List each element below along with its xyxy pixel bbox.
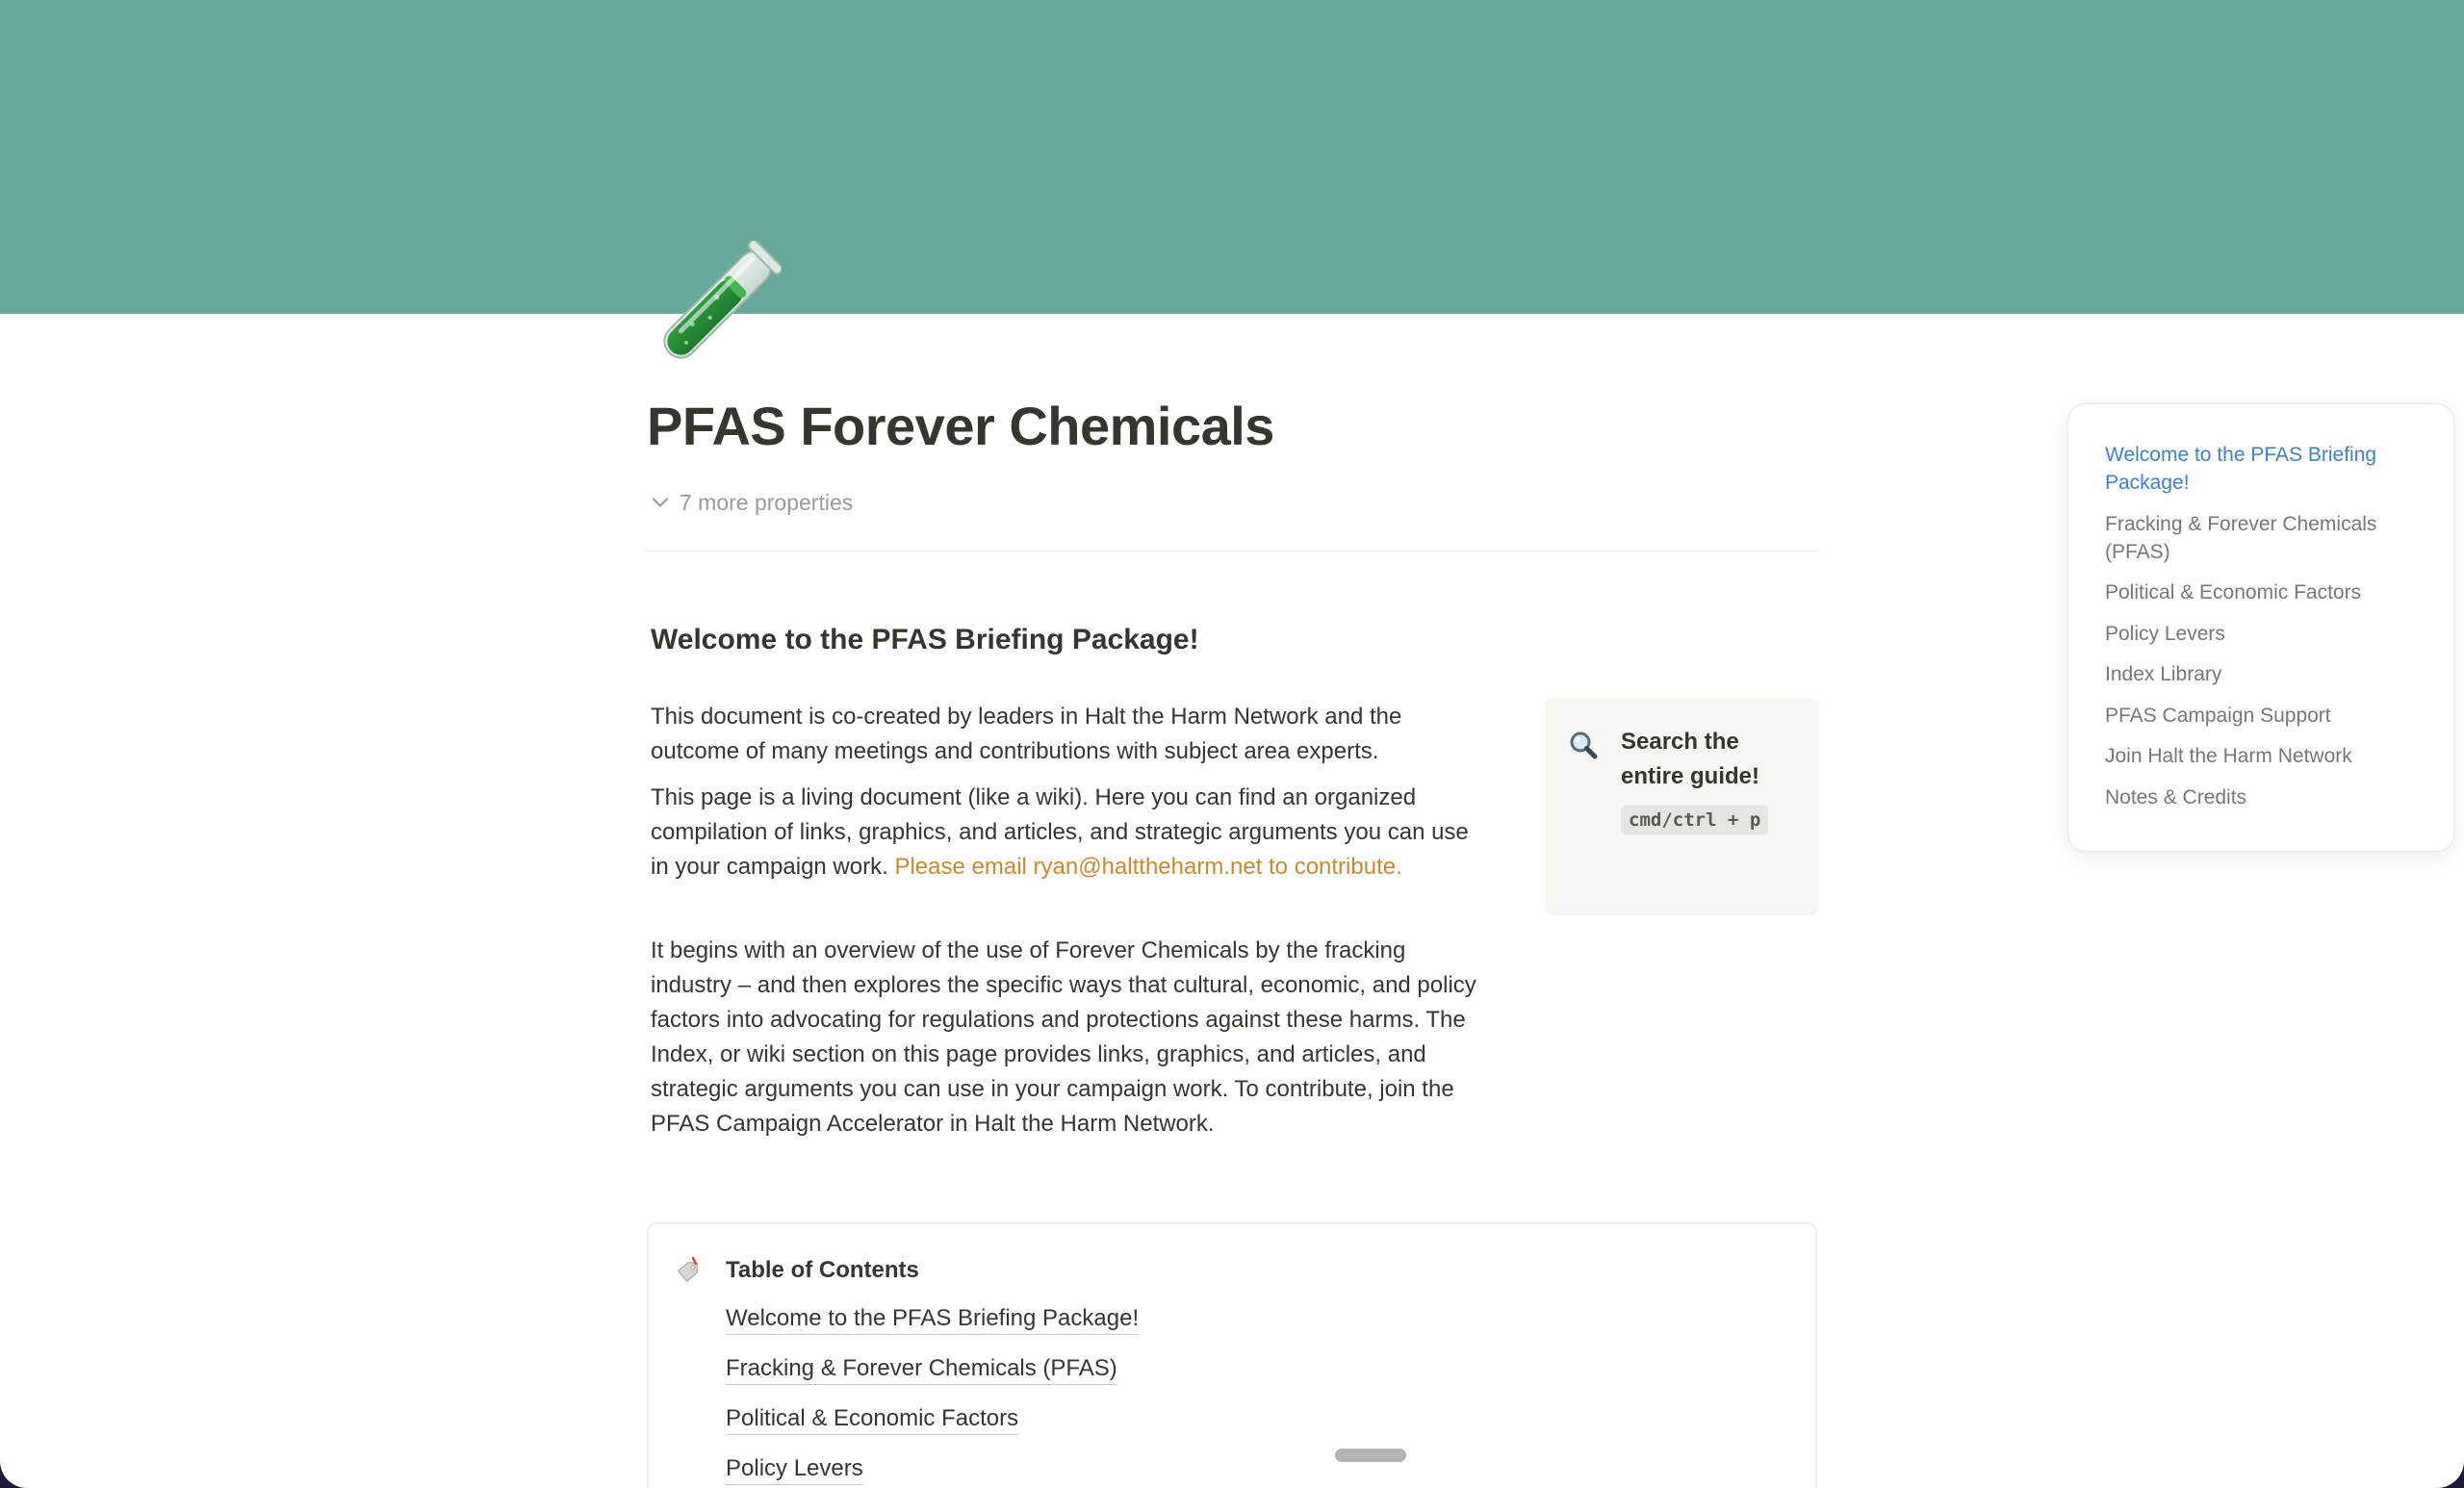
outline-item-policy-levers[interactable]: Policy Levers (2105, 622, 2225, 645)
toc-link-fracking[interactable]: Fracking & Forever Chemicals (PFAS) (726, 1353, 1117, 1385)
toc-link-welcome[interactable]: Welcome to the PFAS Briefing Package! (726, 1303, 1139, 1335)
search-callout (1545, 698, 1818, 915)
scroll-handle[interactable] (1335, 1449, 1406, 1462)
toc-link-political[interactable]: Political & Economic Factors (726, 1403, 1018, 1435)
magnifier-icon (1568, 730, 1599, 760)
outline-item-fracking[interactable]: Fracking & Forever Chemicals (PFAS) (2105, 512, 2377, 563)
bookmark-tab-icon (674, 1255, 705, 1286)
toc-item (726, 1403, 1139, 1453)
cover-image[interactable] (0, 0, 2464, 314)
living-document-text: This page is a living document (like a wiki). Here you can find an organized compilation of links, graphics, and articles, and strategic arguments you can use in your campaign work. (651, 784, 1469, 880)
page-title[interactable]: PFAS Forever Chemicals (647, 396, 1274, 456)
toc-item (726, 1303, 1139, 1353)
toc-item (726, 1453, 1139, 1488)
toc-list (726, 1303, 1139, 1488)
floating-outline (2068, 404, 2453, 851)
toc-link-policy[interactable]: Policy Levers (726, 1453, 863, 1485)
overview-paragraph: It begins with an overview of the use of Forever Chemicals by the fracking industry – and then explores the specific ways that cultural, economic, and policy factors into advocating for regulations and protections against these harms. The Index, or wiki section on this page provides links, graphics, and articles, and strategic arguments you can use in your campaign work. To contribute, join the PFAS Campaign Accelerator in Halt the Harm Network. (651, 937, 1476, 1137)
toc-title: Table of Contents (726, 1257, 919, 1283)
more-properties-label: 7 more properties (680, 489, 854, 515)
table-of-contents (647, 1222, 1817, 1488)
outline-item-notes-credits[interactable]: Notes & Credits (2105, 785, 2247, 808)
keyboard-shortcut: cmd/ctrl + p (1621, 806, 1768, 834)
outline-item-welcome[interactable]: Welcome to the PFAS Briefing Package! (2105, 444, 2377, 494)
more-properties-toggle[interactable] (651, 485, 853, 520)
chevron-down-icon (651, 493, 670, 512)
contribute-email-link[interactable]: Please email ryan@halttheharm.net to contribute. (894, 854, 1402, 880)
callout-title: Search the entire guide! (1621, 729, 1760, 789)
outline-item-campaign-support[interactable]: PFAS Campaign Support (2105, 704, 2331, 727)
living-document-paragraph (651, 781, 1478, 885)
test-tube-icon[interactable] (647, 241, 782, 375)
toc-item (726, 1353, 1139, 1403)
outline-item-political[interactable]: Political & Economic Factors (2105, 581, 2362, 603)
outline-item-index-library[interactable]: Index Library (2105, 663, 2222, 685)
intro-paragraph: This document is co-created by leaders in Halt the Harm Network and the outcome of many meetings and contributions with subject area experts. (651, 704, 1402, 764)
properties-divider (643, 551, 1819, 552)
outline-item-join-network[interactable]: Join Halt the Harm Network (2105, 745, 2352, 767)
section-heading: Welcome to the PFAS Briefing Package! (651, 624, 1199, 655)
